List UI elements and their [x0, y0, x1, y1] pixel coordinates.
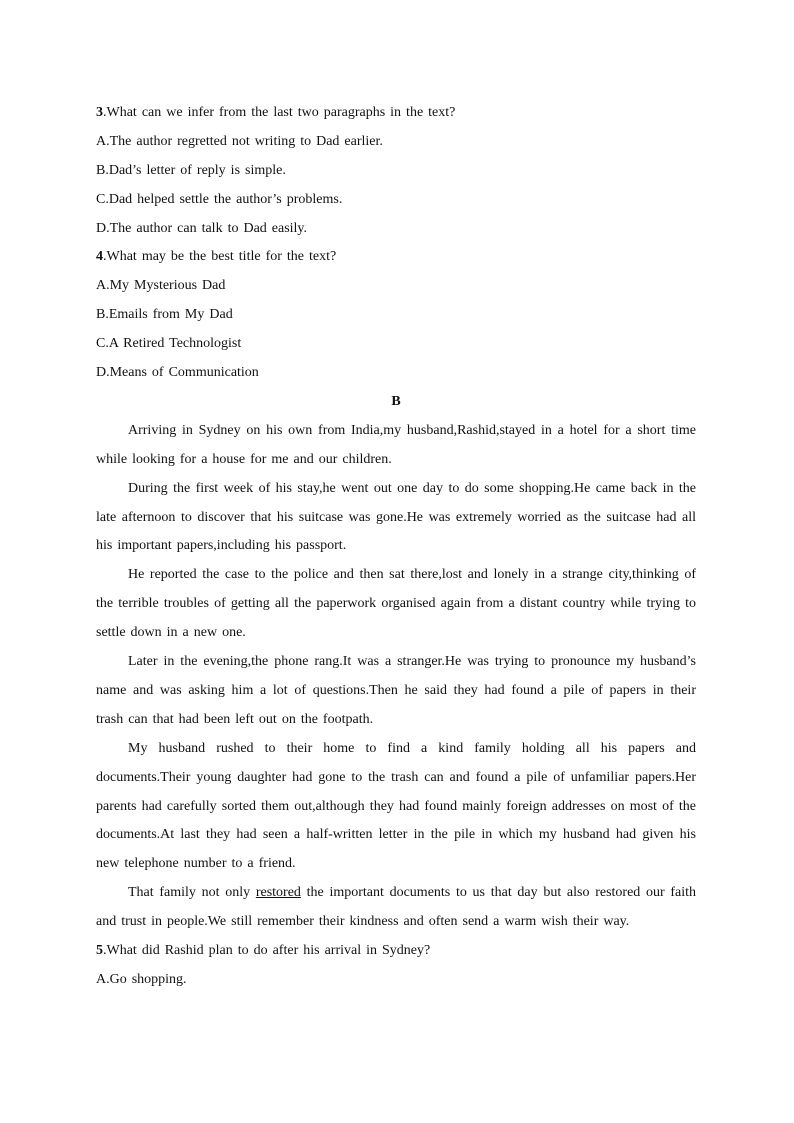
question-4-option-b: B.Emails from My Dad: [96, 307, 233, 323]
question-3-option-c: C.Dad helped settle the author’s problems.: [96, 191, 343, 207]
passage-paragraph-6: That family not only restored the important documents to us that day but also restored our faith and trust in people.We still remember their kindness and often send a warm wish their way.: [96, 885, 697, 930]
question-text: .What may be the best title for the text?: [103, 249, 337, 265]
passage-paragraph-5: My husband rushed to their home to find a kind family holding all his papers and documents.Their young daughter had gone to the trash can and found a pile of unfamiliar papers.Her parents had carefully sorted them out,although they had found mainly foreign addresses on most of the documents.At last they had seen a half-written letter in the pile in which my husband had given his new telephone number to a friend.: [96, 740, 696, 872]
question-4-stem: [96, 243, 696, 272]
question-number: 5: [96, 943, 103, 959]
question-5-stem: [96, 937, 696, 966]
question-3-stem: [96, 99, 696, 128]
question-text: .What can we infer from the last two paragraphs in the text?: [103, 105, 456, 120]
question-4-option-a: A.My Mysterious Dad: [96, 278, 226, 294]
question-text: .What did Rashid plan to do after his arrival in Sydney?: [103, 943, 431, 959]
question-5-option-a: A.Go shopping.: [96, 972, 187, 987]
question-4-option-c: C.A Retired Technologist: [96, 336, 242, 352]
question-number: 3: [96, 105, 103, 120]
section-heading: B: [391, 393, 401, 409]
underlined-word: restored: [255, 885, 301, 901]
question-3-option-b: B.Dad’s letter of reply is simple.: [96, 162, 286, 178]
question-4-option-d: D.Means of Communication: [96, 365, 259, 381]
question-3-option-d: D.The author can talk to Dad easily.: [96, 220, 308, 236]
passage-paragraph-4: Later in the evening,the phone rang.It was a stranger.He was trying to pronounce my husband’s name and was asking him a lot of questions.Then he said they had found a pile of papers in their trash can that had been left out on the footpath.: [96, 654, 696, 727]
passage-paragraph-1: Arriving in Sydney on his own from India,my husband,Rashid,stayed in a hotel for a short time while looking for a house for me and our children.: [96, 422, 696, 467]
document-page: [96, 99, 696, 995]
passage-paragraph-2: During the first week of his stay,he went out one day to do some shopping.He came back in the late afternoon to discover that his suitcase was gone.He was extremely worried as the suitcase had all his important papers,including his passport.: [96, 480, 696, 554]
question-3-option-a: A.The author regretted not writing to Dad earlier.: [96, 133, 383, 149]
question-number: 4: [96, 249, 103, 265]
passage-paragraph-3: He reported the case to the police and then sat there,lost and lonely in a strange city,thinking of the terrible troubles of getting all the paperwork organised again from a distant country while trying to settle down in a new one.: [96, 567, 696, 641]
